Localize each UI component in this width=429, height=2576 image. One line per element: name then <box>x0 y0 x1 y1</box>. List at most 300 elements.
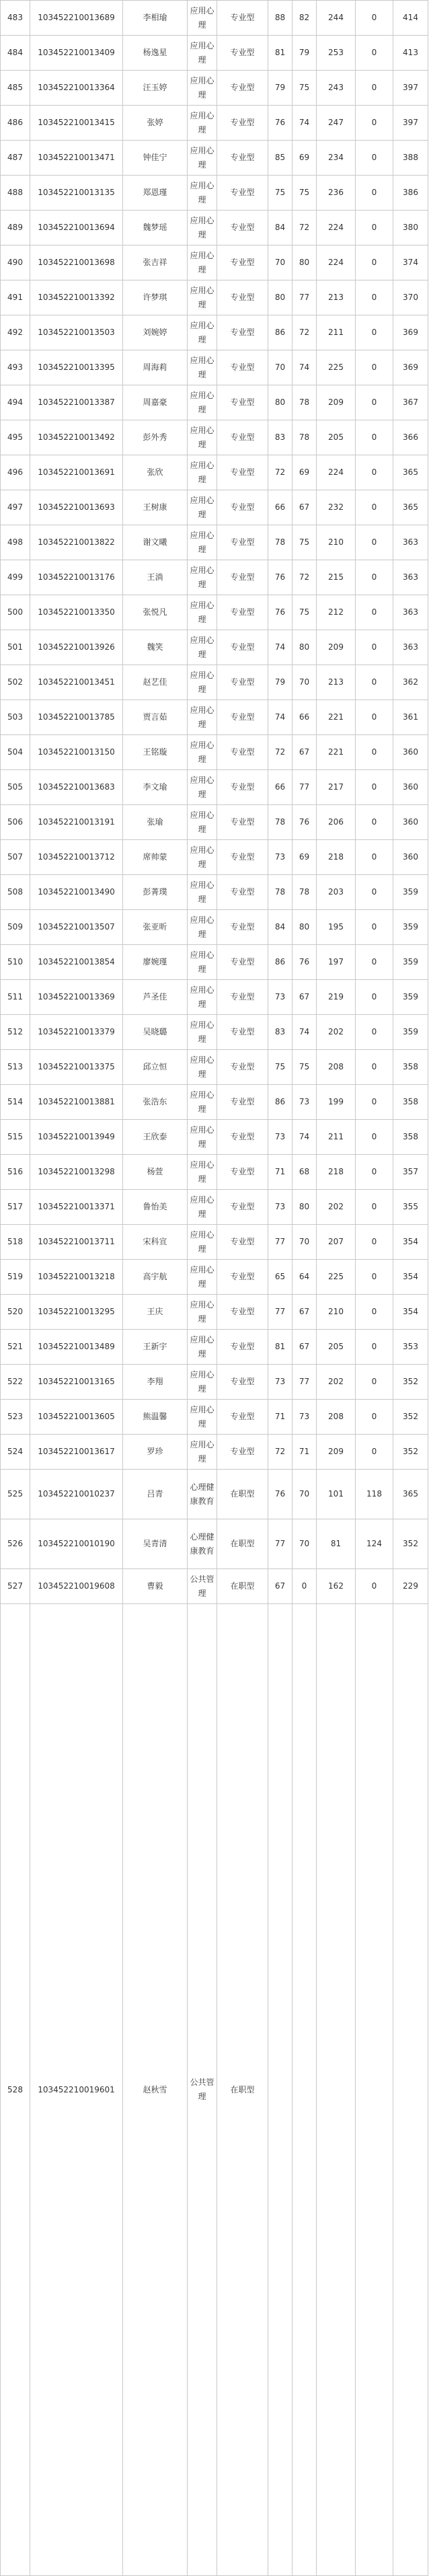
type-cell: 专业型 <box>217 840 268 875</box>
score-2-cell: 82 <box>292 1 317 36</box>
score-1-cell: 65 <box>268 1260 292 1295</box>
score-4-cell: 0 <box>356 1050 393 1085</box>
rank-cell: 502 <box>1 665 30 700</box>
major-cell: 应用心理 <box>188 770 217 805</box>
score-3-cell: 213 <box>317 665 356 700</box>
major-cell: 心理健康教育 <box>188 1519 217 1569</box>
score-3-cell: 234 <box>317 141 356 176</box>
exam-id-cell: 103452210013298 <box>30 1155 123 1190</box>
score-1-cell: 71 <box>268 1400 292 1435</box>
total-score-cell: 359 <box>393 945 428 980</box>
total-score-cell: 354 <box>393 1295 428 1330</box>
score-4-cell: 0 <box>356 1190 393 1225</box>
name-cell: 赵秋雪 <box>123 1604 188 2576</box>
type-cell: 专业型 <box>217 630 268 665</box>
score-1-cell: 84 <box>268 211 292 245</box>
name-cell: 吴晓璐 <box>123 1015 188 1050</box>
exam-id-cell: 103452210013218 <box>30 1260 123 1295</box>
score-1-cell: 73 <box>268 1190 292 1225</box>
name-cell: 杨萱 <box>123 1155 188 1190</box>
score-1-cell: 83 <box>268 1015 292 1050</box>
rank-cell: 503 <box>1 700 30 735</box>
rank-cell: 524 <box>1 1435 30 1470</box>
table-row <box>1 176 428 211</box>
total-score-cell: 363 <box>393 630 428 665</box>
score-4-cell: 0 <box>356 420 393 455</box>
type-cell: 专业型 <box>217 1330 268 1365</box>
table-row <box>1 36 428 71</box>
score-2-cell: 74 <box>292 106 317 141</box>
type-cell: 专业型 <box>217 1050 268 1085</box>
exam-id-cell: 103452210013471 <box>30 141 123 176</box>
major-cell: 应用心理 <box>188 36 217 71</box>
score-2-cell: 69 <box>292 141 317 176</box>
table-row <box>1 630 428 665</box>
rank-cell: 520 <box>1 1295 30 1330</box>
major-cell: 应用心理 <box>188 176 217 211</box>
table-row <box>1 560 428 595</box>
score-3-cell: 202 <box>317 1365 356 1400</box>
rank-cell: 517 <box>1 1190 30 1225</box>
major-cell: 应用心理 <box>188 1330 217 1365</box>
score-1-cell: 66 <box>268 770 292 805</box>
table-row <box>1 1015 428 1050</box>
major-cell: 应用心理 <box>188 455 217 490</box>
total-score-cell: 365 <box>393 490 428 525</box>
score-2-cell: 67 <box>292 735 317 770</box>
score-2-cell: 75 <box>292 595 317 630</box>
exam-id-cell: 103452210013926 <box>30 630 123 665</box>
score-4-cell: 0 <box>356 36 393 71</box>
major-cell: 应用心理 <box>188 700 217 735</box>
type-cell: 专业型 <box>217 735 268 770</box>
score-1-cell: 78 <box>268 875 292 910</box>
table-row <box>1 1470 428 1519</box>
table-row <box>1 1365 428 1400</box>
score-2-cell: 75 <box>292 71 317 106</box>
score-4-cell: 0 <box>356 1330 393 1365</box>
score-1-cell: 72 <box>268 735 292 770</box>
exam-id-cell: 103452210019608 <box>30 1569 123 1604</box>
score-1-cell: 79 <box>268 665 292 700</box>
rank-cell: 496 <box>1 455 30 490</box>
score-2-cell: 77 <box>292 770 317 805</box>
type-cell: 专业型 <box>217 525 268 560</box>
score-2-cell: 67 <box>292 1295 317 1330</box>
score-3-cell: 221 <box>317 700 356 735</box>
score-4-cell: 0 <box>356 211 393 245</box>
score-4-cell: 0 <box>356 455 393 490</box>
major-cell: 应用心理 <box>188 350 217 385</box>
name-cell: 张浩东 <box>123 1085 188 1120</box>
table-row <box>1 490 428 525</box>
type-cell: 专业型 <box>217 71 268 106</box>
rank-cell: 521 <box>1 1330 30 1365</box>
score-3-cell: 225 <box>317 1260 356 1295</box>
exam-id-cell: 103452210013712 <box>30 840 123 875</box>
exam-id-cell: 103452210013698 <box>30 245 123 280</box>
score-4-cell: 0 <box>356 1120 393 1155</box>
type-cell: 专业型 <box>217 700 268 735</box>
rank-cell: 483 <box>1 1 30 36</box>
name-cell: 郑恩瑾 <box>123 176 188 211</box>
name-cell: 熊温馨 <box>123 1400 188 1435</box>
total-score-cell: 363 <box>393 595 428 630</box>
score-2-cell: 66 <box>292 700 317 735</box>
name-cell: 许梦琪 <box>123 280 188 315</box>
type-cell: 专业型 <box>217 1015 268 1050</box>
type-cell: 专业型 <box>217 280 268 315</box>
name-cell: 周嘉豪 <box>123 385 188 420</box>
score-4-cell: 0 <box>356 1015 393 1050</box>
score-4-cell: 0 <box>356 315 393 350</box>
score-2-cell: 69 <box>292 840 317 875</box>
type-cell: 专业型 <box>217 420 268 455</box>
score-1-cell <box>268 1604 292 2576</box>
exam-id-cell: 103452210013409 <box>30 36 123 71</box>
exam-id-cell: 103452210013492 <box>30 420 123 455</box>
name-cell: 王庆 <box>123 1295 188 1330</box>
major-cell: 应用心理 <box>188 805 217 840</box>
major-cell: 应用心理 <box>188 385 217 420</box>
major-cell: 应用心理 <box>188 490 217 525</box>
score-2-cell: 70 <box>292 1519 317 1569</box>
score-2-cell: 80 <box>292 245 317 280</box>
rank-cell: 518 <box>1 1225 30 1260</box>
score-1-cell: 77 <box>268 1295 292 1330</box>
total-score-cell: 397 <box>393 106 428 141</box>
score-4-cell: 0 <box>356 560 393 595</box>
rank-cell: 514 <box>1 1085 30 1120</box>
rank-cell: 510 <box>1 945 30 980</box>
table-row <box>1 106 428 141</box>
type-cell: 专业型 <box>217 1190 268 1225</box>
name-cell: 邱立恒 <box>123 1050 188 1085</box>
major-cell: 应用心理 <box>188 735 217 770</box>
score-3-cell: 224 <box>317 455 356 490</box>
score-4-cell: 0 <box>356 280 393 315</box>
major-cell: 应用心理 <box>188 71 217 106</box>
score-2-cell: 73 <box>292 1085 317 1120</box>
score-2-cell: 67 <box>292 1330 317 1365</box>
exam-id-cell: 103452210013379 <box>30 1015 123 1050</box>
score-4-cell: 0 <box>356 106 393 141</box>
major-cell: 应用心理 <box>188 560 217 595</box>
table-row <box>1 455 428 490</box>
total-score-cell: 413 <box>393 36 428 71</box>
major-cell: 应用心理 <box>188 1190 217 1225</box>
score-3-cell: 221 <box>317 735 356 770</box>
name-cell: 罗珍 <box>123 1435 188 1470</box>
score-3-cell: 243 <box>317 71 356 106</box>
score-1-cell: 67 <box>268 1569 292 1604</box>
type-cell: 专业型 <box>217 106 268 141</box>
exam-id-cell: 103452210013854 <box>30 945 123 980</box>
score-3-cell: 101 <box>317 1470 356 1519</box>
table-row <box>1 350 428 385</box>
total-score-cell: 363 <box>393 560 428 595</box>
score-1-cell: 78 <box>268 805 292 840</box>
score-4-cell: 0 <box>356 945 393 980</box>
major-cell: 应用心理 <box>188 420 217 455</box>
exam-id-cell: 103452210013694 <box>30 211 123 245</box>
score-4-cell: 0 <box>356 525 393 560</box>
score-1-cell: 86 <box>268 315 292 350</box>
score-1-cell: 74 <box>268 700 292 735</box>
major-cell: 应用心理 <box>188 141 217 176</box>
score-1-cell: 70 <box>268 245 292 280</box>
score-2-cell: 78 <box>292 875 317 910</box>
score-table-body <box>1 1 428 2576</box>
type-cell: 专业型 <box>217 211 268 245</box>
rank-cell: 489 <box>1 211 30 245</box>
score-2-cell: 79 <box>292 36 317 71</box>
table-row <box>1 420 428 455</box>
score-3-cell: 218 <box>317 1155 356 1190</box>
rank-cell: 492 <box>1 315 30 350</box>
name-cell: 席帅蒙 <box>123 840 188 875</box>
rank-cell: 505 <box>1 770 30 805</box>
type-cell: 专业型 <box>217 1295 268 1330</box>
type-cell: 专业型 <box>217 875 268 910</box>
type-cell: 专业型 <box>217 805 268 840</box>
score-4-cell: 0 <box>356 1295 393 1330</box>
score-4-cell: 0 <box>356 770 393 805</box>
total-score-cell: 354 <box>393 1225 428 1260</box>
major-cell: 应用心理 <box>188 280 217 315</box>
score-3-cell: 197 <box>317 945 356 980</box>
major-cell: 应用心理 <box>188 595 217 630</box>
score-4-cell: 0 <box>356 490 393 525</box>
rank-cell: 506 <box>1 805 30 840</box>
score-4-cell: 0 <box>356 1155 393 1190</box>
name-cell: 彭菁璞 <box>123 875 188 910</box>
name-cell: 王淌 <box>123 560 188 595</box>
score-4-cell: 0 <box>356 1225 393 1260</box>
rank-cell: 484 <box>1 36 30 71</box>
exam-id-cell: 103452210013489 <box>30 1330 123 1365</box>
exam-id-cell: 103452210013369 <box>30 980 123 1015</box>
score-4-cell: 118 <box>356 1470 393 1519</box>
score-2-cell: 70 <box>292 1225 317 1260</box>
rank-cell: 509 <box>1 910 30 945</box>
type-cell: 在职型 <box>217 1604 268 2576</box>
score-2-cell: 76 <box>292 805 317 840</box>
table-row <box>1 1 428 36</box>
type-cell: 专业型 <box>217 1 268 36</box>
score-1-cell: 78 <box>268 525 292 560</box>
score-4-cell: 0 <box>356 1365 393 1400</box>
exam-id-cell: 103452210013295 <box>30 1295 123 1330</box>
score-2-cell: 80 <box>292 630 317 665</box>
exam-id-cell: 103452210010190 <box>30 1519 123 1569</box>
score-3-cell: 209 <box>317 385 356 420</box>
type-cell: 专业型 <box>217 455 268 490</box>
total-score-cell: 370 <box>393 280 428 315</box>
score-4-cell: 0 <box>356 700 393 735</box>
name-cell: 张亚昕 <box>123 910 188 945</box>
score-1-cell: 66 <box>268 490 292 525</box>
total-score-cell: 366 <box>393 420 428 455</box>
name-cell: 谢文曦 <box>123 525 188 560</box>
table-row <box>1 1225 428 1260</box>
table-row <box>1 875 428 910</box>
name-cell: 张婷 <box>123 106 188 141</box>
total-score-cell: 363 <box>393 525 428 560</box>
score-4-cell: 0 <box>356 665 393 700</box>
rank-cell: 488 <box>1 176 30 211</box>
exam-id-cell: 103452210013191 <box>30 805 123 840</box>
score-2-cell: 75 <box>292 525 317 560</box>
score-4-cell: 0 <box>356 980 393 1015</box>
exam-id-cell: 103452210013375 <box>30 1050 123 1085</box>
type-cell: 专业型 <box>217 1435 268 1470</box>
table-row <box>1 735 428 770</box>
exam-id-cell: 103452210013617 <box>30 1435 123 1470</box>
score-2-cell: 70 <box>292 1470 317 1519</box>
table-row <box>1 141 428 176</box>
name-cell: 张欣 <box>123 455 188 490</box>
type-cell: 在职型 <box>217 1470 268 1519</box>
table-row <box>1 910 428 945</box>
total-score-cell: 352 <box>393 1365 428 1400</box>
total-score-cell: 360 <box>393 805 428 840</box>
type-cell: 专业型 <box>217 141 268 176</box>
score-1-cell: 84 <box>268 910 292 945</box>
type-cell: 专业型 <box>217 980 268 1015</box>
name-cell: 高宇航 <box>123 1260 188 1295</box>
score-1-cell: 79 <box>268 71 292 106</box>
exam-id-cell: 103452210013176 <box>30 560 123 595</box>
name-cell: 汪玉婷 <box>123 71 188 106</box>
type-cell: 专业型 <box>217 1120 268 1155</box>
score-1-cell: 80 <box>268 280 292 315</box>
score-2-cell: 72 <box>292 315 317 350</box>
type-cell: 专业型 <box>217 315 268 350</box>
major-cell: 应用心理 <box>188 106 217 141</box>
rank-cell: 494 <box>1 385 30 420</box>
total-score-cell: 360 <box>393 840 428 875</box>
score-2-cell: 78 <box>292 385 317 420</box>
score-4-cell: 124 <box>356 1519 393 1569</box>
exam-id-cell: 103452210013490 <box>30 875 123 910</box>
major-cell: 应用心理 <box>188 245 217 280</box>
table-row <box>1 665 428 700</box>
table-row <box>1 1120 428 1155</box>
name-cell: 赵艺佳 <box>123 665 188 700</box>
exam-id-cell: 103452210013150 <box>30 735 123 770</box>
rank-cell: 526 <box>1 1519 30 1569</box>
score-3-cell: 209 <box>317 630 356 665</box>
major-cell: 应用心理 <box>188 980 217 1015</box>
total-score-cell: 360 <box>393 770 428 805</box>
total-score-cell: 352 <box>393 1400 428 1435</box>
type-cell: 专业型 <box>217 1155 268 1190</box>
exam-id-cell: 103452210013415 <box>30 106 123 141</box>
score-3-cell: 209 <box>317 1435 356 1470</box>
score-3-cell: 210 <box>317 1295 356 1330</box>
score-1-cell: 76 <box>268 1470 292 1519</box>
score-2-cell: 80 <box>292 1190 317 1225</box>
rank-cell: 487 <box>1 141 30 176</box>
name-cell: 张吉祥 <box>123 245 188 280</box>
rank-cell: 499 <box>1 560 30 595</box>
table-row <box>1 315 428 350</box>
score-2-cell: 70 <box>292 665 317 700</box>
score-3-cell: 232 <box>317 490 356 525</box>
table-row <box>1 1190 428 1225</box>
score-4-cell: 0 <box>356 385 393 420</box>
score-3-cell: 202 <box>317 1190 356 1225</box>
table-row <box>1 1519 428 1569</box>
score-2-cell: 71 <box>292 1435 317 1470</box>
total-score-cell: 359 <box>393 875 428 910</box>
rank-cell: 501 <box>1 630 30 665</box>
major-cell: 应用心理 <box>188 1155 217 1190</box>
major-cell: 应用心理 <box>188 1085 217 1120</box>
score-3-cell: 203 <box>317 875 356 910</box>
name-cell: 曹毅 <box>123 1569 188 1604</box>
score-3-cell: 162 <box>317 1569 356 1604</box>
name-cell: 鲁怡美 <box>123 1190 188 1225</box>
score-2-cell: 80 <box>292 910 317 945</box>
name-cell: 魏笑 <box>123 630 188 665</box>
type-cell: 专业型 <box>217 560 268 595</box>
score-1-cell: 77 <box>268 1519 292 1569</box>
major-cell: 应用心理 <box>188 665 217 700</box>
score-4-cell: 0 <box>356 1260 393 1295</box>
name-cell: 王树康 <box>123 490 188 525</box>
score-1-cell: 76 <box>268 560 292 595</box>
score-3-cell: 211 <box>317 1120 356 1155</box>
score-3-cell: 199 <box>317 1085 356 1120</box>
table-row <box>1 1155 428 1190</box>
major-cell: 公共管理 <box>188 1604 217 2576</box>
rank-cell: 516 <box>1 1155 30 1190</box>
major-cell: 应用心理 <box>188 1400 217 1435</box>
score-3-cell: 219 <box>317 980 356 1015</box>
name-cell: 刘婉婷 <box>123 315 188 350</box>
total-score-cell: 367 <box>393 385 428 420</box>
name-cell: 张瑜 <box>123 805 188 840</box>
score-1-cell: 72 <box>268 455 292 490</box>
total-score-cell: 358 <box>393 1085 428 1120</box>
table-row <box>1 805 428 840</box>
total-score-cell: 388 <box>393 141 428 176</box>
name-cell: 宋科宣 <box>123 1225 188 1260</box>
name-cell: 廖婉瑾 <box>123 945 188 980</box>
score-1-cell: 76 <box>268 595 292 630</box>
score-4-cell: 0 <box>356 1400 393 1435</box>
exam-id-cell: 103452210010237 <box>30 1470 123 1519</box>
total-score-cell: 369 <box>393 315 428 350</box>
type-cell: 专业型 <box>217 945 268 980</box>
table-row <box>1 280 428 315</box>
major-cell: 应用心理 <box>188 1050 217 1085</box>
total-score-cell <box>393 1604 428 2576</box>
rank-cell: 508 <box>1 875 30 910</box>
type-cell: 在职型 <box>217 1569 268 1604</box>
score-2-cell: 77 <box>292 1365 317 1400</box>
total-score-cell: 369 <box>393 350 428 385</box>
total-score-cell: 352 <box>393 1519 428 1569</box>
major-cell: 应用心理 <box>188 1120 217 1155</box>
name-cell: 钟佳宁 <box>123 141 188 176</box>
exam-id-cell: 103452210013451 <box>30 665 123 700</box>
major-cell: 公共管理 <box>188 1569 217 1604</box>
type-cell: 专业型 <box>217 1400 268 1435</box>
rank-cell: 513 <box>1 1050 30 1085</box>
